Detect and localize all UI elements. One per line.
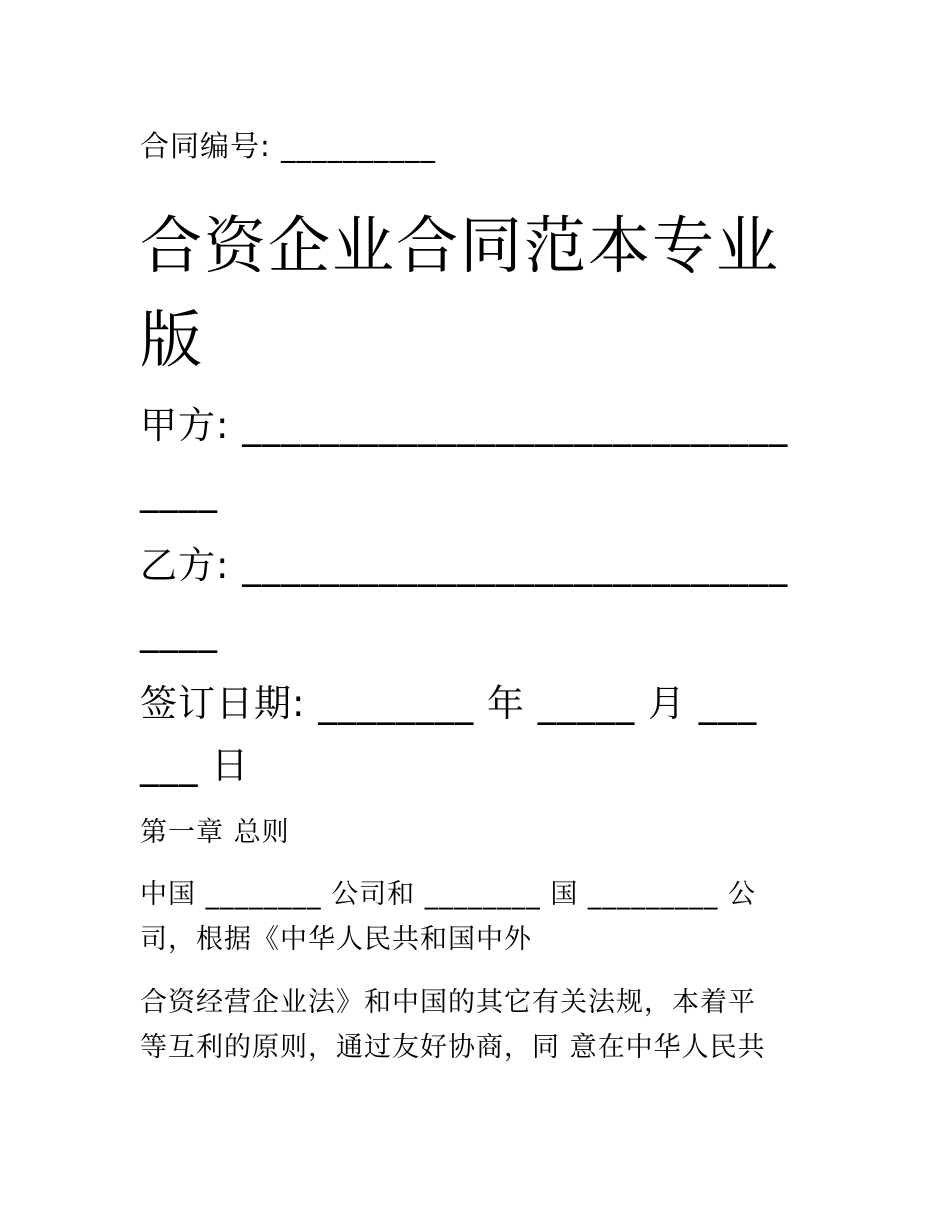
chapter-heading: 第一章 总则: [140, 817, 290, 848]
paragraph-1-line-1: 中国 ________ 公司和 ________ 国 _________ 公: [140, 879, 756, 910]
document-title-line-2: 版: [140, 303, 203, 376]
party-a-line-2: ____: [140, 470, 218, 513]
paragraph-2-line-1: 合资经营企业法》和中国的其它有关法规，本着平: [140, 987, 756, 1018]
paragraph-1-line-2: 司，根据《中华人民共和国中外: [140, 924, 532, 955]
party-a-line-1: 甲方: ____________________________: [140, 404, 789, 447]
document-title-line-1: 合资企业合同范本专业: [140, 209, 781, 282]
sign-date-line-1: 签订日期: ________ 年 _____ 月 ___: [140, 682, 758, 725]
party-b-line-2: ____: [140, 610, 218, 653]
party-b-line-1: 乙方: ____________________________: [140, 544, 789, 587]
contract-number-line: 合同编号: __________: [140, 129, 436, 163]
sign-date-line-2: ___ 日: [140, 744, 250, 787]
paragraph-2-line-2: 等互利的原则，通过友好协商，同 意在中华人民共: [140, 1032, 766, 1063]
